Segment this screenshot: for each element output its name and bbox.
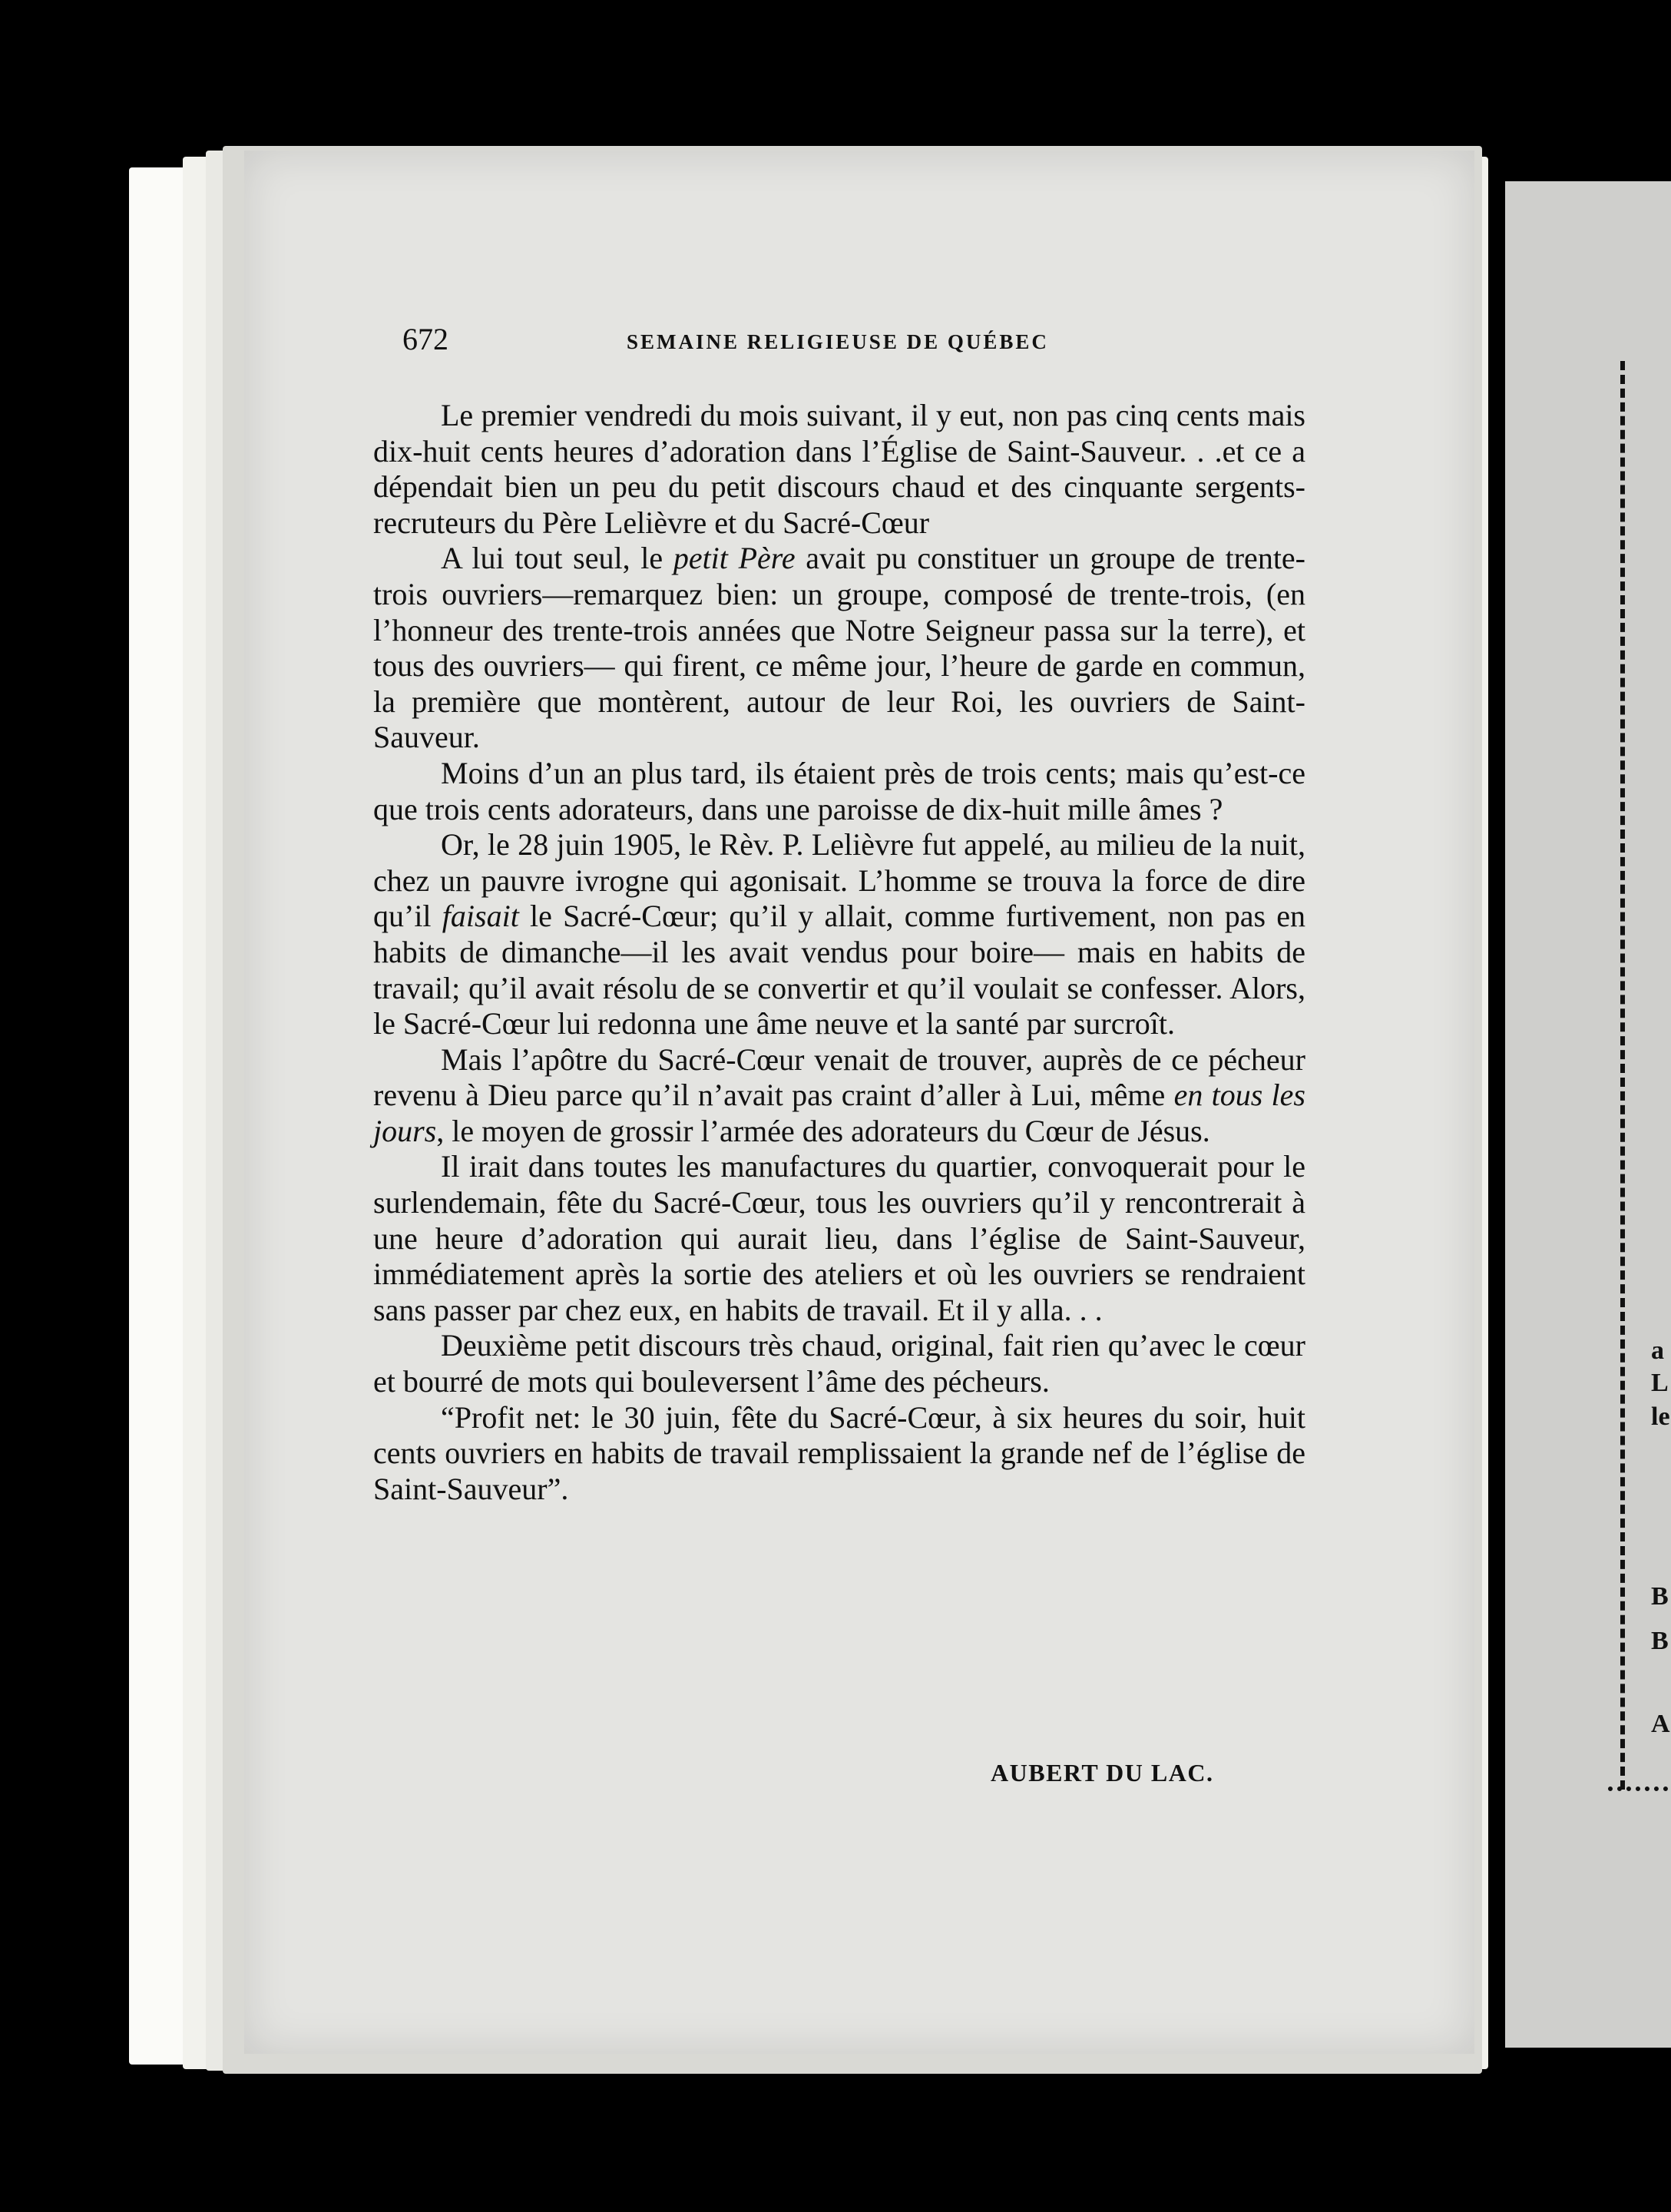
paragraph: “Profit net: le 30 juin, fête du Sacré-Cœur, à six heures du soir, huit cents ouvriers en habits de travail remplissaient la grande nef de l’église de Saint-Sauveur”.	[373, 1399, 1305, 1506]
running-head: SEMAINE RELIGIEUSE DE QUÉBEC	[627, 330, 1049, 353]
paragraph: Il irait dans toutes les manufactures du quartier, convoquerait pour le surlendemain, fête du Sacré-Cœur, tous les ouvriers qu’il y rencontrerait à une heure d’adoration qui aurait lieu, dans l’église de Saint-Sauveur, immédiatement après la sortie des ateliers et où les ouvriers se rendraient sans passer par chez eux, en habits de travail. Et il y alla. . .	[373, 1149, 1305, 1327]
emphasis: en tous les jours	[373, 1078, 1305, 1148]
paragraph: A lui tout seul, le petit Père avait pu constituer un groupe de trente-trois ouvriers—remarquez bien: un groupe, composé de trente-trois, (en l’honneur des trente-trois années que Notre Seigneur passa sur la terre), et tous des ouvriers— qui firent, ce même jour, l’heure de garde en commun, la première que montèrent, autour de leur Roi, les ouvriers de Saint-Sauveur.	[373, 541, 1306, 755]
paragraph: Moins d’un an plus tard, ils étaient près de trois cents; mais qu’est-ce que trois cents adorateurs, dans une paroisse de dix-huit mille âmes ?	[373, 755, 1305, 826]
paragraph: Or, le 28 juin 1905, le Rèv. P. Lelièvre fut appelé, au milieu de la nuit, chez un pauvre ivrogne qui agonisait. L’homme se trouva la force de dire qu’il faisait le Sacré-Cœur; qu’il y allait, comme furtivement, non pas en habits de dimanche—il les avait vendus pour boire— mais en habits de travail; qu’il avait résolu de se convertir et qu’il voulait se confesser. Alors, le Sacré-Cœur lui redonna une âme neuve et la santé par surcroît.	[373, 827, 1306, 1041]
adjacent-page-fragment: a	[1651, 1336, 1664, 1365]
paragraph: Mais l’apôtre du Sacré-Cœur venait de trouver, auprès de ce pécheur revenu à Dieu parce qu’il n’avait pas craint d’aller à Lui, même en tous les jours, le moyen de grossir l’armée des adorateurs du Cœur de Jésus.	[373, 1041, 1305, 1148]
adjacent-page-fragment: B	[1651, 1627, 1669, 1655]
page-number: 672	[402, 322, 448, 356]
adjacent-page-fragment: le	[1651, 1402, 1670, 1431]
adjacent-page-fragment: A	[1651, 1710, 1670, 1738]
decorative-border-bottom	[1608, 1786, 1671, 1799]
emphasis: petit Père	[673, 541, 796, 576]
paragraph: Le premier vendredi du mois suivant, il y eut, non pas cinq cents mais dix-huit cents heures d’adoration dans l’Église de Saint-Sauveur. . .et ce a dépendait bien un peu du petit discours chaud et des cinquante sergents-recruteurs du Père Lelièvre et du Sacré-Cœur	[373, 398, 1305, 540]
author-signature: AUBERT DU LAC.	[991, 1759, 1214, 1786]
adjacent-page-fragment: L	[1651, 1369, 1669, 1397]
page-header	[402, 321, 1309, 359]
article-body	[373, 398, 1305, 1507]
paragraph: Deuxième petit discours très chaud, original, fait rien qu’avec le cœur et bourré de mots qui bouleversent l’âme des pécheurs.	[373, 1328, 1305, 1399]
decorative-border	[1620, 361, 1656, 1790]
emphasis: faisait	[442, 899, 519, 934]
adjacent-page-fragment: B	[1651, 1582, 1669, 1611]
